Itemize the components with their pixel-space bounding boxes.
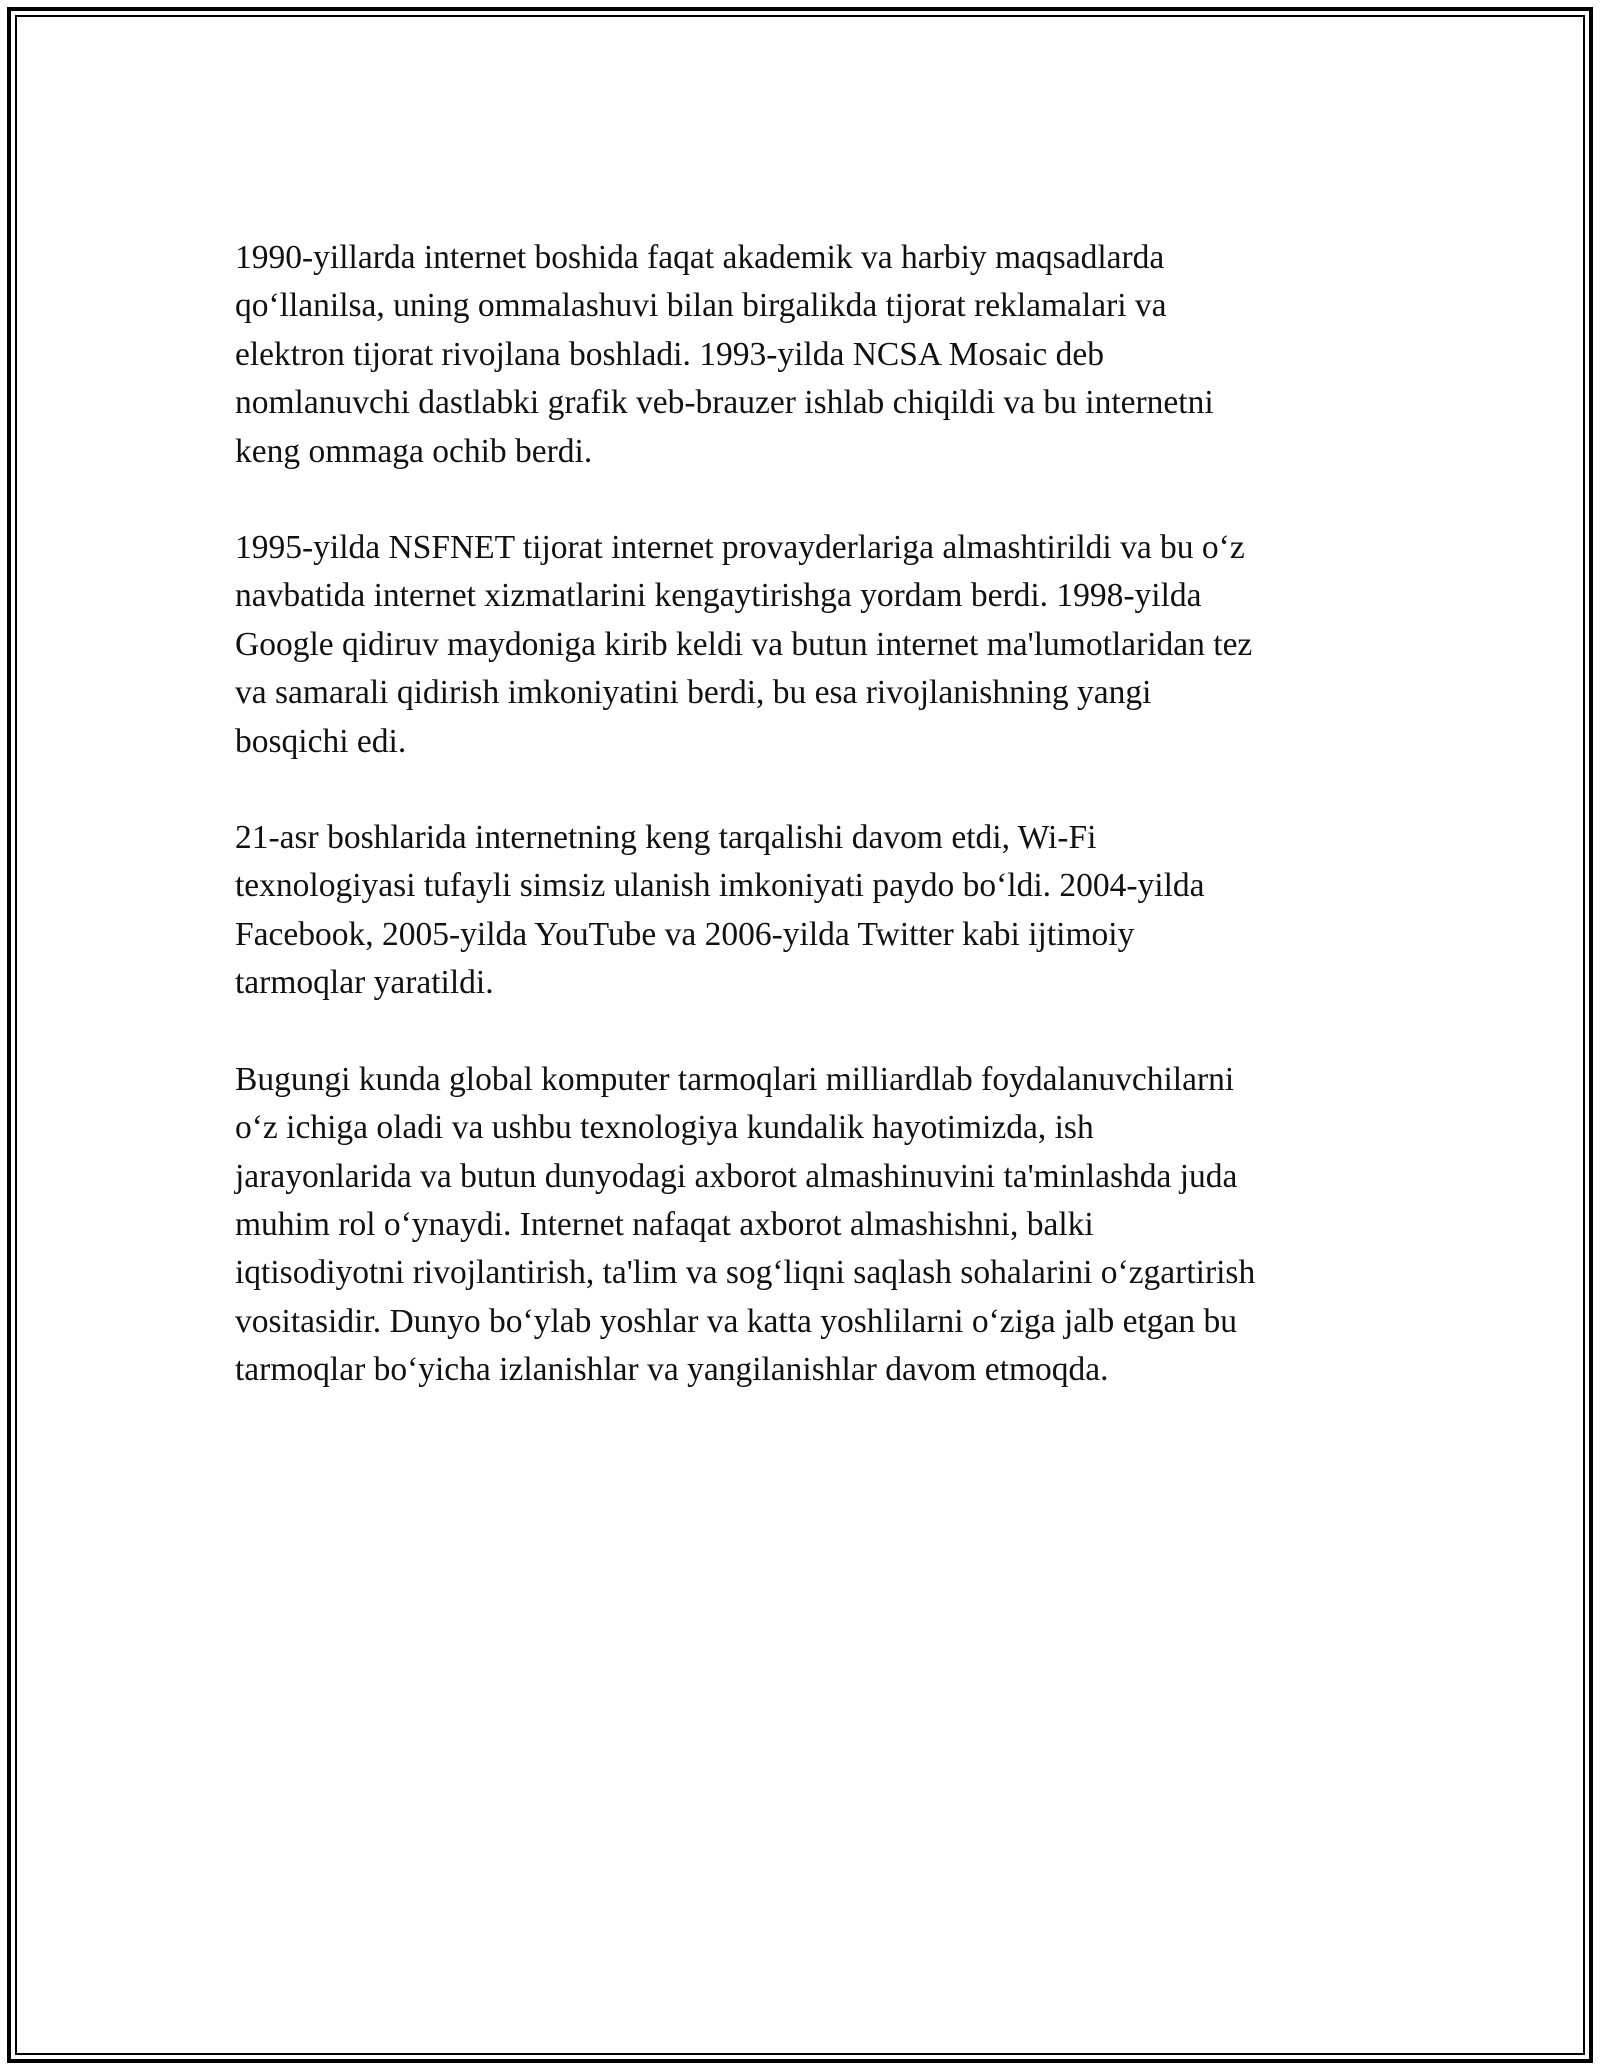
paragraph-line: tarmoqlar yaratildi. <box>235 964 494 1002</box>
paragraph-line: 1995-yilda NSFNET tijorat internet provayderlariga almashtirildi va bu o‘z <box>235 529 1245 567</box>
paragraph-line: va samarali qidirish imkoniyatini berdi, bu esa rivojlanishning yangi <box>235 674 1152 712</box>
paragraph-line: bosqichi edi. <box>235 722 407 760</box>
paragraph-line: jarayonlarida va butun dunyodagi axborot almashinuvini ta'minlashda juda <box>235 1157 1238 1195</box>
paragraph-line: elektron tijorat rivojlana boshladi. 1993-yilda NCSA Mosaic deb <box>235 335 1104 373</box>
paragraph-line: navbatida internet xizmatlarini kengaytirishga yordam berdi. 1998-yilda <box>235 577 1202 615</box>
paragraph-3 <box>235 814 1365 1008</box>
paragraph-2 <box>235 524 1365 766</box>
paragraph-line: tarmoqlar bo‘yicha izlanishlar va yangilanishlar davom etmoqda. <box>235 1351 1109 1389</box>
paragraph-4 <box>235 1056 1365 1395</box>
paragraph-line: qo‘llanilsa, uning ommalashuvi bilan birgalikda tijorat reklamalari va <box>235 287 1167 325</box>
paragraph-line: Google qidiruv maydoniga kirib keldi va butun internet ma'lumotlaridan tez <box>235 625 1253 663</box>
paragraph-line: muhim rol o‘ynaydi. Internet nafaqat axborot almashishni, balki <box>235 1205 1094 1243</box>
document-body <box>235 234 1365 1443</box>
paragraph-line: iqtisodiyotni rivojlantirish, ta'lim va sog‘liqni saqlash sohalarini o‘zgartirish <box>235 1254 1256 1292</box>
paragraph-line: 1990-yillarda internet boshida faqat akademik va harbiy maqsadlarda <box>235 239 1165 276</box>
paragraph-line: nomlanuvchi dastlabki grafik veb-brauzer ishlab chiqildi va bu internetni <box>235 384 1214 422</box>
paragraph-line: keng ommaga ochib berdi. <box>235 432 593 470</box>
paragraph-line: vositasidir. Dunyo bo‘ylab yoshlar va katta yoshlilarni o‘ziga jalb etgan bu <box>235 1302 1237 1340</box>
paragraph-line: Facebook, 2005-yilda YouTube va 2006-yilda Twitter kabi ijtimoiy <box>235 915 1135 953</box>
paragraph-line: o‘z ichiga oladi va ushbu texnologiya kundalik hayotimizda, ish <box>235 1109 1094 1147</box>
paragraph-line: Bugungi kunda global komputer tarmoqlari milliardlab foydalanuvchilarni <box>235 1060 1235 1098</box>
paragraph-line: 21-asr boshlarida internetning keng tarqalishi davom etdi, Wi-Fi <box>235 819 1097 857</box>
paragraph-line: texnologiyasi tufayli simsiz ulanish imkoniyati paydo bo‘ldi. 2004-yilda <box>235 867 1205 905</box>
paragraph-1 <box>235 234 1365 476</box>
